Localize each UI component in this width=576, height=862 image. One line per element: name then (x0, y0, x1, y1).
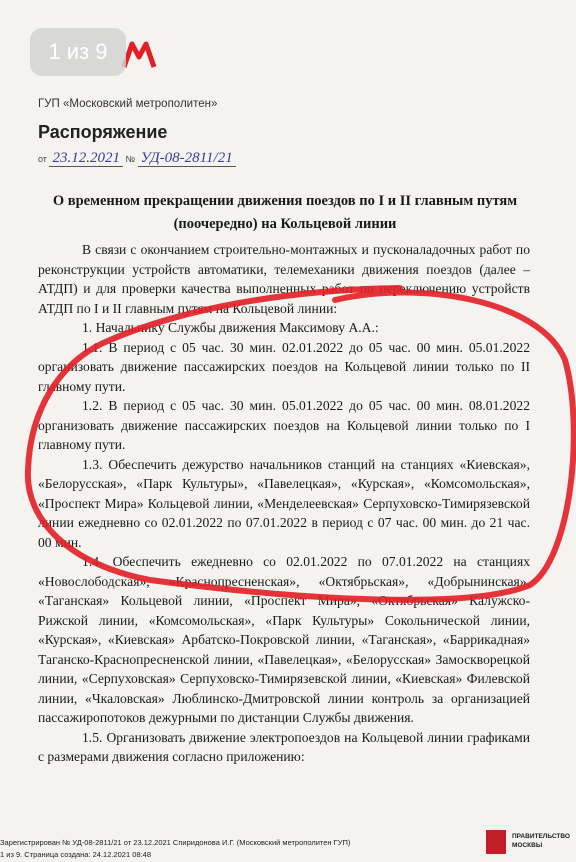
paragraph-1-5: 1.5. Организовать движение электропоездов на Кольцевой линии графиками с размерами движения согласно приложению: (38, 729, 530, 764)
page-indicator: 1 из 9 (30, 28, 126, 76)
document-date-number (38, 150, 236, 167)
paragraph-1-2: 1.2. В период с 05 час. 30 мин. 05.01.2022 до 05 час. 00 мин. 08.01.2022 организовать движение пассажирских поездов на Кольцевой линии только по I главному пути. (38, 398, 530, 452)
number-prefix: № (125, 154, 136, 164)
document-date: 23.12.2021 (49, 150, 123, 167)
paragraph-1-3: 1.3. Обеспечить дежурство начальников станций на станциях «Киевская», «Белорусская», «Парк Культуры», «Павелецкая», «Курская», «Комсомольская», «Проспект Мира» Кольцевой линии, «Менделеевская» Серпуховско-Тимирязевской линии ежедневно со 02.01.2022 по 07.01.2022 в период с 07 час. 00 мин. до 21 час. 00 мин. (38, 456, 530, 550)
document-number: УД-08-2811/21 (138, 150, 236, 167)
paragraph-intro: В связи с окончанием строительно-монтажных и пусконаладочных работ по реконструкции устройств автоматики, телемеханики движения поездов (далее – АТДП) и для проверки качества выполненных работ по переключению устройств АТДП по I и II главным путям на Кольцевой линии: (38, 242, 530, 316)
gov-label-line1: ПРАВИТЕЛЬСТВО (512, 833, 570, 840)
page-info: 1 из 9. Страница создана: 24.12.2021 08:48 (0, 850, 151, 859)
organization-name: ГУП «Московский метрополитен» (38, 98, 218, 110)
document-body (38, 240, 530, 767)
gov-label (512, 832, 570, 850)
registration-stamp: Зарегистрирован № УД-08-2811/21 от 23.12.2021 Спиридонова И.Г. (Московский метрополитен ГУП) (0, 838, 351, 847)
paragraph-1: 1. Начальнику Службы движения Максимову А.А.: (82, 320, 379, 335)
moscow-coat-of-arms-icon (486, 830, 506, 854)
paragraph-1-4: 1.4. Обеспечить ежедневно со 02.01.2022 по 07.01.2022 на станциях «Новослободская», «Краснопресненская», «Октябрьская», «Добрынинская», «Таганская» Кольцевой линии, «Проспект Мира», «Октябрьская» Калужско-Рижской линии, «Комсомольская», «Парк Культуры» Сокольнической линии, «Курская», «Киевская» Арбатско-Покровской линии, «Таганская», «Баррикадная» Таганско-Краснопресненской линии, «Павелецкая», «Белорусская» Замоскворецкой линии, «Серпуховская» Серпуховско-Тимирязевской линии, «Киевская» Филевской линии, «Чкаловская» Люблинско-Дмитровской линии контроль за организацией пассажиропотоков дежурными по дистанции Службы движения. (38, 554, 530, 725)
document-title: О временном прекращении движения поездов по I и II главным путям (поочередно) на Кольцевой линии (52, 193, 518, 232)
paragraph-1-1: 1.1. В период с 05 час. 30 мин. 02.01.2022 до 05 час. 00 мин. 05.01.2022 организовать движение пассажирских поездов на Кольцевой линии только по II главному пути. (38, 339, 530, 394)
date-prefix: от (38, 154, 47, 164)
document-type: Распоряжение (38, 122, 168, 142)
gov-label-line2: МОСКВЫ (512, 842, 543, 849)
